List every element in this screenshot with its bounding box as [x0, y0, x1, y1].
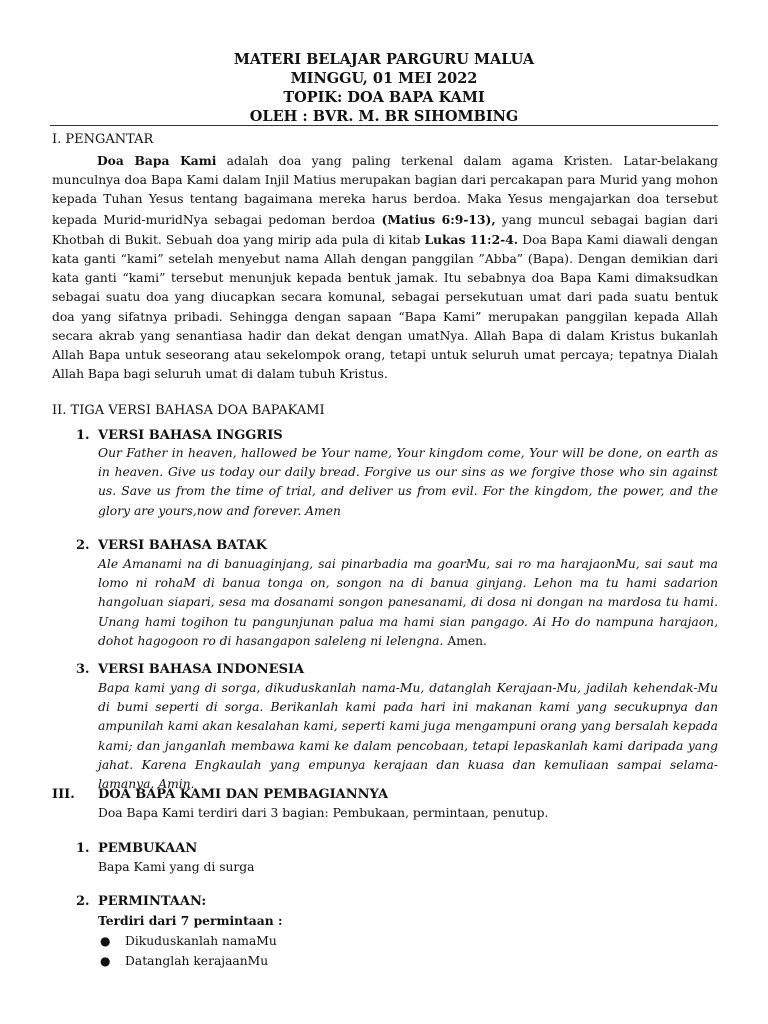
section-1-heading: I. PENGANTAR — [52, 132, 154, 147]
term-doa-bapa-kami: Doa Bapa Kami — [97, 153, 217, 168]
paragraph-text: adalah doa yang paling terkenal dalam agama Kristen. Latar-belakang munculnya doa Bapa Kami dalam Injil Matius merupakan bagian dari percakapan para Murid yang mohon kepada Tuhan Yesus tentang bagaimana mereka harus berdoa. Maka Yesus mengajarkan doa tersebut kepada Murid-muridNya sebagai pedoman berdoa — [52, 154, 718, 227]
version-1-text: Our Father in heaven, hallowed be Your name, Your kingdom come, Your will be done, on earth as in heaven. Give us today our daily bread. Forgive us our sins as we forgive those who sin against us. Save us from the time of trial, and deliver us from evil. For the kingdom, the power, and the glory are yours,now and forever. Amen — [98, 446, 718, 518]
header-topic: TOPIK: DOA BAPA KAMI — [283, 89, 485, 106]
version-3-number: 3. — [76, 662, 90, 677]
header-author: OLEH : BVR. M. BR SIHOMBING — [249, 108, 519, 125]
section-3-roman: III. — [52, 787, 75, 802]
part-1-number: 1. — [76, 841, 90, 856]
ref-lukas: Lukas 11:2-4. — [424, 231, 519, 247]
bullet-icon: ● — [100, 954, 111, 968]
section-1-paragraph — [52, 151, 718, 384]
paragraph-text: yang muncul sebagai bagian dari Khotbah di Bukit. Sebuah doa yang mirip ada pula di kitab — [52, 212, 718, 247]
version-1-title: VERSI BAHASA INGGRIS — [98, 428, 283, 443]
section-3-intro: Doa Bapa Kami terdiri dari 3 bagian: Pembukaan, permintaan, penutup. — [98, 806, 549, 820]
list-item-text: Datanglah kerajaanMu — [125, 954, 269, 968]
list-item — [100, 932, 277, 951]
ref-matius: (Matius 6:9-13), — [381, 211, 496, 227]
version-2-body: Ale Amanami na di banuaginjang, sai pinarbadia ma goarMu, sai ro ma harajaonMu, sai saut ma lomo ni rohaM di banua tonga on, songon na di banua ginjang. Lehon ma tu hami sadarion hangoluan siapari, sesa ma dosanami songon panesanami, di dosa ni dongan na mardosa tu hami. Unang hami togihon tu pangunjunan palua ma hami sian pangago. Ai Ho do nampuna harajaon, dohot hagogoon ro di hasangapon saleleng ni lelengna. — [98, 557, 718, 648]
section-2-heading: II. TIGA VERSI BAHASA DOA BAPAKAMI — [52, 403, 325, 418]
version-1-number: 1. — [76, 428, 90, 443]
list-item — [100, 952, 268, 971]
section-3-heading: DOA BAPA KAMI DAN PEMBAGIANNYA — [98, 787, 389, 802]
header-date: MINGGU, 01 MEI 2022 — [290, 70, 478, 87]
part-1-text: Bapa Kami yang di surga — [98, 860, 255, 874]
version-3-text: Bapa kami yang di sorga, dikuduskanlah nama-Mu, datanglah Kerajaan-Mu, jadilah kehendak-Mu di bumi seperti di sorga. Berikanlah kami pada hari ini makanan kami yang secukupnya dan ampunilah kami akan kesalahan kami, seperti kami juga mengampuni orang yang bersalah kepada kami; dan janganlah membawa kami ke dalam pencobaan, tetapi lepaskanlah kami daripada yang jahat. Karena Engkaulah yang empunya kerajaan dan kuasa dan kemuliaan sampai selama-lamanya. Amin. — [98, 681, 718, 792]
version-3-title: VERSI BAHASA INDONESIA — [98, 662, 305, 677]
version-2-number: 2. — [76, 538, 90, 553]
part-2-title: PERMINTAAN: — [98, 894, 207, 909]
list-item-text: Dikuduskanlah namaMu — [125, 934, 277, 948]
bullet-icon: ● — [100, 934, 111, 948]
part-2-subtitle: Terdiri dari 7 permintaan : — [98, 913, 283, 928]
paragraph-text: Doa Bapa Kami diawali dengan kata ganti “kami” setelah menyebut nama Allah dengan panggilan ”Abba” (Bapa). Dengan demikian dari kata ganti “kami” tersebut menunjuk kepada bentuk jamak. Itu sebabnya doa Bapa Kami dimaksudkan sebagai suatu doa yang diucapkan secara komunal, sebagai persekutuan umat dari pada suatu bentuk doa yang sifatnya pribadi. Sehingga dengan sapaan “Bapa Kami” merupakan panggilan kepada Allah secara akrab yang senantiasa hadir dan dekat dengan umatNya. Allah Bapa di dalam Kristus bukanlah Allah Bapa untuk seseorang atau sekelompok orang, tetapi untuk seluruh umat percaya; tepatnya Dialah Allah Bapa bagi seluruh umat di dalam tubuh Kristus. — [52, 232, 718, 382]
version-2-amen: Amen. — [443, 633, 487, 648]
header-divider — [50, 125, 718, 126]
part-1-title: PEMBUKAAN — [98, 841, 198, 856]
part-2-number: 2. — [76, 894, 90, 909]
header-title: MATERI BELAJAR PARGURU MALUA — [233, 51, 535, 68]
version-2-title: VERSI BAHASA BATAK — [98, 538, 267, 553]
document-header — [0, 50, 768, 126]
version-2-text — [98, 555, 718, 651]
